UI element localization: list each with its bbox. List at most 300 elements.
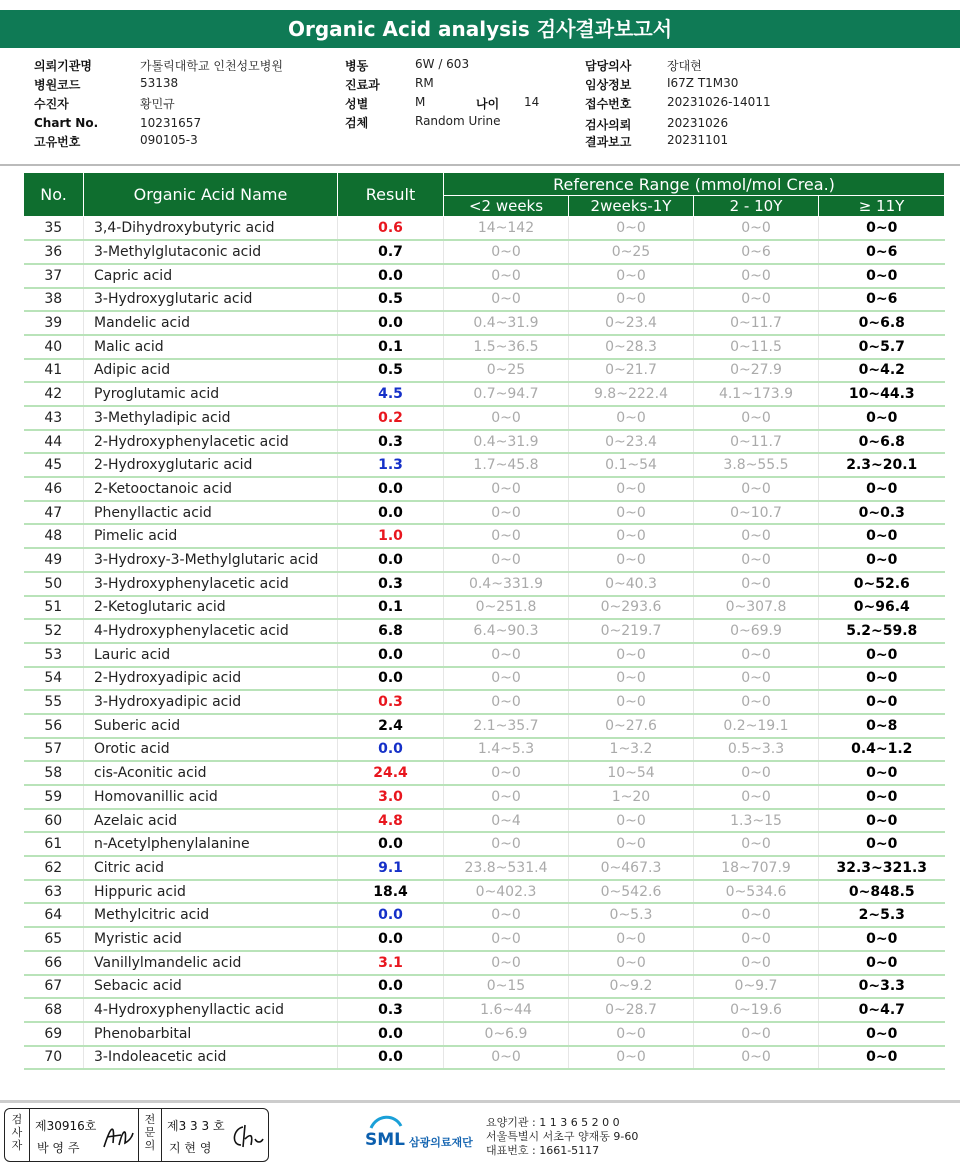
row-no: 67 — [24, 975, 84, 999]
row-result: 0.1 — [338, 596, 444, 620]
table-row — [24, 430, 945, 454]
row-no: 64 — [24, 903, 84, 927]
stamp-divider — [138, 1109, 139, 1161]
footer-divider — [0, 1100, 960, 1103]
row-ref-ge11y: 0~0 — [819, 217, 945, 241]
lab-address — [486, 1116, 638, 1158]
row-ref-2w1y: 0~0 — [569, 643, 694, 667]
row-result: 0.0 — [338, 643, 444, 667]
row-ref-2-10y: 0~307.8 — [694, 596, 819, 620]
row-ref-2w1y: 0~0 — [569, 477, 694, 501]
row-ref-2-10y: 3.8~55.5 — [694, 453, 819, 477]
row-ref-lt2w: 0~0 — [444, 406, 569, 430]
row-ref-2w1y: 0~0 — [569, 951, 694, 975]
row-ref-2-10y: 0~11.7 — [694, 430, 819, 454]
row-ref-lt2w: 0~251.8 — [444, 596, 569, 620]
row-ref-lt2w: 0.4~31.9 — [444, 430, 569, 454]
row-ref-ge11y: 0~6 — [819, 288, 945, 312]
row-result: 0.0 — [338, 927, 444, 951]
row-ref-lt2w: 0~0 — [444, 264, 569, 288]
row-ref-lt2w: 0~0 — [444, 240, 569, 264]
row-ref-lt2w: 0~0 — [444, 832, 569, 856]
col-header-ref-2-10y: 2 - 10Y — [694, 196, 819, 217]
row-acid-name: Hippuric acid — [84, 880, 338, 904]
row-result: 0.0 — [338, 667, 444, 691]
row-ref-2w1y: 0.1~54 — [569, 453, 694, 477]
table-row — [24, 288, 945, 312]
row-acid-name: 3-Hydroxy-3-Methylglutaric acid — [84, 548, 338, 572]
row-ref-ge11y: 0~0 — [819, 406, 945, 430]
stamp-name-doctor: 지 현 영 — [169, 1141, 212, 1155]
row-no: 66 — [24, 951, 84, 975]
row-ref-2-10y: 18~707.9 — [694, 856, 819, 880]
row-acid-name: Sebacic acid — [84, 975, 338, 999]
stamp-role-tech: 검사자 — [11, 1113, 23, 1152]
table-row — [24, 667, 945, 691]
col-header-result: Result — [338, 173, 444, 217]
row-ref-2w1y: 0~0 — [569, 548, 694, 572]
row-acid-name: 2-Hydroxyphenylacetic acid — [84, 430, 338, 454]
row-ref-2-10y: 0~11.7 — [694, 311, 819, 335]
report-title: Organic Acid analysis 검사결과보고서 — [0, 10, 960, 48]
table-row — [24, 382, 945, 406]
row-ref-ge11y: 0~0 — [819, 927, 945, 951]
col-header-no: No. — [24, 173, 84, 217]
row-no: 40 — [24, 335, 84, 359]
row-ref-2w1y: 0~0 — [569, 927, 694, 951]
row-ref-lt2w: 0.4~31.9 — [444, 311, 569, 335]
row-result: 0.0 — [338, 1046, 444, 1070]
row-result: 6.8 — [338, 619, 444, 643]
row-no: 62 — [24, 856, 84, 880]
row-no: 43 — [24, 406, 84, 430]
row-ref-2-10y: 0~0 — [694, 217, 819, 241]
row-no: 65 — [24, 927, 84, 951]
row-ref-ge11y: 0~0 — [819, 785, 945, 809]
info-value: 10231657 — [140, 116, 202, 130]
address-line: 요양기관 : 1 1 3 6 5 2 0 0 — [486, 1116, 620, 1129]
table-row — [24, 524, 945, 548]
row-ref-ge11y: 0~0 — [819, 761, 945, 785]
row-ref-2-10y: 0~10.7 — [694, 501, 819, 525]
table-row — [24, 548, 945, 572]
row-result: 4.5 — [338, 382, 444, 406]
info-value: I67Z T1M30 — [667, 76, 739, 90]
row-ref-lt2w: 0~0 — [444, 690, 569, 714]
row-ref-2-10y: 0.2~19.1 — [694, 714, 819, 738]
row-ref-lt2w: 1.5~36.5 — [444, 335, 569, 359]
row-ref-lt2w: 2.1~35.7 — [444, 714, 569, 738]
row-ref-ge11y: 0~0 — [819, 264, 945, 288]
row-acid-name: 4-Hydroxyphenylacetic acid — [84, 619, 338, 643]
row-result: 0.3 — [338, 572, 444, 596]
row-no: 49 — [24, 548, 84, 572]
row-ref-2w1y: 10~54 — [569, 761, 694, 785]
row-ref-2-10y: 0~0 — [694, 643, 819, 667]
logo-name: 삼광의료재단 — [409, 1136, 473, 1149]
row-acid-name: Citric acid — [84, 856, 338, 880]
row-acid-name: Methylcitric acid — [84, 903, 338, 927]
row-ref-lt2w: 0.4~331.9 — [444, 572, 569, 596]
info-value: 황민규 — [140, 97, 175, 111]
info-label: 성별 — [345, 97, 369, 111]
row-no: 57 — [24, 738, 84, 762]
row-ref-ge11y: 0~0 — [819, 690, 945, 714]
info-value: 090105-3 — [140, 133, 198, 147]
table-row — [24, 927, 945, 951]
info-label: 담당의사 — [585, 59, 632, 73]
table-row — [24, 217, 945, 241]
results-table — [23, 172, 945, 1070]
row-ref-lt2w: 0~0 — [444, 761, 569, 785]
row-no: 39 — [24, 311, 84, 335]
row-result: 0.6 — [338, 217, 444, 241]
row-ref-lt2w: 1.7~45.8 — [444, 453, 569, 477]
row-no: 48 — [24, 524, 84, 548]
row-ref-ge11y: 0~0 — [819, 1046, 945, 1070]
row-no: 52 — [24, 619, 84, 643]
row-result: 18.4 — [338, 880, 444, 904]
row-ref-2-10y: 0~0 — [694, 548, 819, 572]
row-ref-2w1y: 1~3.2 — [569, 738, 694, 762]
row-ref-ge11y: 0~5.7 — [819, 335, 945, 359]
row-acid-name: 2-Ketooctanoic acid — [84, 477, 338, 501]
row-ref-2w1y: 0~0 — [569, 1046, 694, 1070]
row-ref-ge11y: 0.4~1.2 — [819, 738, 945, 762]
table-row — [24, 880, 945, 904]
address-line: 서울특별시 서초구 양재동 9-60 — [486, 1130, 639, 1143]
row-ref-ge11y: 0~0 — [819, 524, 945, 548]
row-no: 61 — [24, 832, 84, 856]
row-ref-ge11y: 0~0 — [819, 667, 945, 691]
row-ref-2w1y: 0~542.6 — [569, 880, 694, 904]
row-ref-2-10y: 0~0 — [694, 951, 819, 975]
row-ref-ge11y: 0~0 — [819, 548, 945, 572]
row-ref-lt2w: 0~15 — [444, 975, 569, 999]
row-ref-ge11y: 0~6 — [819, 240, 945, 264]
row-result: 0.0 — [338, 738, 444, 762]
row-ref-ge11y: 0~4.7 — [819, 998, 945, 1022]
row-no: 50 — [24, 572, 84, 596]
row-acid-name: 3,4-Dihydroxybutyric acid — [84, 217, 338, 241]
info-label: 의뢰기관명 — [34, 59, 92, 73]
row-no: 56 — [24, 714, 84, 738]
row-acid-name: 3-Indoleacetic acid — [84, 1046, 338, 1070]
row-ref-2w1y: 0~9.2 — [569, 975, 694, 999]
row-acid-name: 2-Ketoglutaric acid — [84, 596, 338, 620]
row-result: 4.8 — [338, 809, 444, 833]
row-no: 44 — [24, 430, 84, 454]
row-no: 47 — [24, 501, 84, 525]
table-row — [24, 832, 945, 856]
row-ref-2w1y: 0~0 — [569, 264, 694, 288]
row-ref-ge11y: 32.3~321.3 — [819, 856, 945, 880]
header-divider — [0, 164, 960, 166]
row-ref-2w1y: 0~0 — [569, 406, 694, 430]
row-result: 0.5 — [338, 288, 444, 312]
table-row — [24, 643, 945, 667]
row-no: 53 — [24, 643, 84, 667]
row-acid-name: Pimelic acid — [84, 524, 338, 548]
table-row — [24, 572, 945, 596]
row-ref-2-10y: 0~6 — [694, 240, 819, 264]
row-acid-name: 4-Hydroxyphenyllactic acid — [84, 998, 338, 1022]
row-no: 54 — [24, 667, 84, 691]
row-result: 0.3 — [338, 430, 444, 454]
table-row — [24, 453, 945, 477]
row-no: 51 — [24, 596, 84, 620]
row-result: 0.0 — [338, 477, 444, 501]
col-header-ref-2w1y: 2weeks-1Y — [569, 196, 694, 217]
row-result: 0.0 — [338, 832, 444, 856]
stamp-role-doctor: 전문의 — [144, 1113, 156, 1152]
row-ref-2-10y: 0~0 — [694, 1022, 819, 1046]
table-row — [24, 501, 945, 525]
row-ref-2w1y: 0~23.4 — [569, 311, 694, 335]
info-label: Chart No. — [34, 116, 99, 130]
row-ref-lt2w: 0~402.3 — [444, 880, 569, 904]
row-ref-ge11y: 0~52.6 — [819, 572, 945, 596]
row-result: 0.3 — [338, 998, 444, 1022]
row-acid-name: Adipic acid — [84, 359, 338, 383]
info-value: 장대현 — [667, 59, 702, 73]
row-acid-name: Phenobarbital — [84, 1022, 338, 1046]
row-no: 58 — [24, 761, 84, 785]
info-value: 6W / 603 — [415, 57, 470, 71]
col-header-name: Organic Acid Name — [84, 173, 338, 217]
row-ref-2-10y: 0~19.6 — [694, 998, 819, 1022]
info-value: RM — [415, 76, 434, 90]
signature-doctor — [229, 1121, 265, 1151]
row-result: 1.3 — [338, 453, 444, 477]
info-label: 검체 — [345, 116, 369, 130]
row-result: 0.3 — [338, 690, 444, 714]
stamp-name-tech: 박 영 주 — [37, 1141, 80, 1155]
row-ref-2-10y: 0~534.6 — [694, 880, 819, 904]
table-row — [24, 998, 945, 1022]
row-ref-2-10y: 0~27.9 — [694, 359, 819, 383]
row-ref-2-10y: 0~69.9 — [694, 619, 819, 643]
info-label: 고유번호 — [34, 135, 81, 149]
row-result: 0.0 — [338, 311, 444, 335]
row-ref-lt2w: 0~0 — [444, 548, 569, 572]
row-ref-2-10y: 1.3~15 — [694, 809, 819, 833]
row-ref-lt2w: 14~142 — [444, 217, 569, 241]
row-no: 42 — [24, 382, 84, 406]
address-line: 대표번호 : 1661-5117 — [486, 1144, 600, 1157]
row-ref-ge11y: 0~6.8 — [819, 430, 945, 454]
row-result: 0.5 — [338, 359, 444, 383]
row-acid-name: cis-Aconitic acid — [84, 761, 338, 785]
row-ref-2-10y: 0~0 — [694, 927, 819, 951]
row-ref-2w1y: 0~5.3 — [569, 903, 694, 927]
row-ref-2-10y: 0~0 — [694, 903, 819, 927]
row-ref-ge11y: 10~44.3 — [819, 382, 945, 406]
row-ref-ge11y: 0~0 — [819, 832, 945, 856]
row-ref-2-10y: 0~11.5 — [694, 335, 819, 359]
row-result: 0.7 — [338, 240, 444, 264]
row-acid-name: Mandelic acid — [84, 311, 338, 335]
row-result: 9.1 — [338, 856, 444, 880]
row-ref-2w1y: 1~20 — [569, 785, 694, 809]
table-row — [24, 761, 945, 785]
row-ref-2-10y: 0~9.7 — [694, 975, 819, 999]
stamp-divider — [161, 1109, 162, 1161]
row-ref-2-10y: 0~0 — [694, 572, 819, 596]
signature-stamp — [4, 1108, 269, 1162]
info-label: 검사의뢰 — [585, 118, 632, 132]
row-result: 0.1 — [338, 335, 444, 359]
row-ref-ge11y: 0~0 — [819, 643, 945, 667]
row-result: 0.0 — [338, 1022, 444, 1046]
info-value: 20231026-14011 — [667, 95, 771, 109]
row-ref-2w1y: 0~0 — [569, 1022, 694, 1046]
row-ref-2w1y: 0~0 — [569, 832, 694, 856]
row-acid-name: Homovanillic acid — [84, 785, 338, 809]
row-ref-lt2w: 0~0 — [444, 643, 569, 667]
row-ref-ge11y: 0~8 — [819, 714, 945, 738]
row-acid-name: Lauric acid — [84, 643, 338, 667]
row-ref-lt2w: 0~0 — [444, 951, 569, 975]
row-acid-name: Capric acid — [84, 264, 338, 288]
table-row — [24, 477, 945, 501]
table-row — [24, 359, 945, 383]
row-ref-ge11y: 0~0 — [819, 951, 945, 975]
table-row — [24, 335, 945, 359]
row-ref-2w1y: 0~25 — [569, 240, 694, 264]
row-ref-lt2w: 0~0 — [444, 903, 569, 927]
row-result: 3.0 — [338, 785, 444, 809]
row-ref-2w1y: 0~40.3 — [569, 572, 694, 596]
row-acid-name: 3-Hydroxyadipic acid — [84, 690, 338, 714]
col-header-ref-ge11y: ≥ 11Y — [819, 196, 945, 217]
info-label: 병동 — [345, 59, 369, 73]
row-ref-ge11y: 0~96.4 — [819, 596, 945, 620]
row-result: 2.4 — [338, 714, 444, 738]
info-label: 임상정보 — [585, 78, 632, 92]
row-result: 0.0 — [338, 264, 444, 288]
row-acid-name: Myristic acid — [84, 927, 338, 951]
row-ref-2w1y: 0~0 — [569, 690, 694, 714]
info-label: 결과보고 — [585, 135, 632, 149]
row-ref-2-10y: 0~0 — [694, 690, 819, 714]
info-value: 14 — [524, 95, 540, 109]
row-ref-lt2w: 0~0 — [444, 785, 569, 809]
row-ref-2-10y: 0~0 — [694, 288, 819, 312]
row-no: 59 — [24, 785, 84, 809]
row-ref-2w1y: 0~0 — [569, 501, 694, 525]
row-ref-lt2w: 0~4 — [444, 809, 569, 833]
logo-abbr: SML — [365, 1130, 405, 1150]
signature-tech — [101, 1121, 135, 1151]
row-result: 0.0 — [338, 975, 444, 999]
info-value: 53138 — [140, 76, 179, 90]
info-label: 수진자 — [34, 97, 69, 111]
row-result: 3.1 — [338, 951, 444, 975]
info-label: 병원코드 — [34, 78, 81, 92]
row-ref-lt2w: 0~0 — [444, 927, 569, 951]
table-row — [24, 596, 945, 620]
row-no: 68 — [24, 998, 84, 1022]
row-ref-2-10y: 0~0 — [694, 406, 819, 430]
row-result: 0.2 — [338, 406, 444, 430]
row-ref-2w1y: 0~0 — [569, 217, 694, 241]
stamp-license-tech: 제30916호 — [35, 1119, 97, 1133]
row-ref-lt2w: 6.4~90.3 — [444, 619, 569, 643]
row-ref-ge11y: 0~0 — [819, 1022, 945, 1046]
row-acid-name: Phenyllactic acid — [84, 501, 338, 525]
info-value: M — [415, 95, 426, 109]
row-no: 35 — [24, 217, 84, 241]
table-row — [24, 240, 945, 264]
row-ref-2w1y: 0~0 — [569, 524, 694, 548]
row-acid-name: 3-Hydroxyglutaric acid — [84, 288, 338, 312]
row-ref-ge11y: 0~4.2 — [819, 359, 945, 383]
lab-logo — [365, 1114, 485, 1154]
row-ref-2-10y: 0~0 — [694, 667, 819, 691]
row-acid-name: 3-Methylglutaconic acid — [84, 240, 338, 264]
row-ref-ge11y: 0~6.8 — [819, 311, 945, 335]
info-value: 20231101 — [667, 133, 729, 147]
row-acid-name: 3-Methyladipic acid — [84, 406, 338, 430]
row-ref-ge11y: 2.3~20.1 — [819, 453, 945, 477]
row-ref-2-10y: 0.5~3.3 — [694, 738, 819, 762]
row-ref-lt2w: 0~0 — [444, 477, 569, 501]
row-ref-2w1y: 0~0 — [569, 809, 694, 833]
row-ref-2w1y: 0~27.6 — [569, 714, 694, 738]
row-acid-name: Vanillylmandelic acid — [84, 951, 338, 975]
row-no: 46 — [24, 477, 84, 501]
info-value: 가톨릭대학교 인천성모병원 — [140, 59, 283, 73]
row-ref-2w1y: 0~219.7 — [569, 619, 694, 643]
row-ref-lt2w: 1.6~44 — [444, 998, 569, 1022]
row-ref-2w1y: 0~467.3 — [569, 856, 694, 880]
row-ref-2-10y: 0~0 — [694, 785, 819, 809]
row-no: 38 — [24, 288, 84, 312]
row-ref-lt2w: 0~0 — [444, 1046, 569, 1070]
row-result: 24.4 — [338, 761, 444, 785]
table-row — [24, 1022, 945, 1046]
row-ref-lt2w: 0~6.9 — [444, 1022, 569, 1046]
row-ref-2-10y: 0~0 — [694, 264, 819, 288]
row-result: 0.0 — [338, 903, 444, 927]
row-ref-2w1y: 0~293.6 — [569, 596, 694, 620]
row-ref-2w1y: 0~21.7 — [569, 359, 694, 383]
info-label: 진료과 — [345, 78, 380, 92]
stamp-license-doctor: 제3 3 3 호 — [167, 1119, 225, 1133]
row-ref-2w1y: 0~0 — [569, 667, 694, 691]
row-ref-ge11y: 0~3.3 — [819, 975, 945, 999]
patient-info — [0, 55, 960, 163]
table-row — [24, 406, 945, 430]
table-row — [24, 738, 945, 762]
row-ref-2-10y: 4.1~173.9 — [694, 382, 819, 406]
row-ref-2-10y: 0~0 — [694, 832, 819, 856]
row-result: 1.0 — [338, 524, 444, 548]
row-ref-ge11y: 0~0 — [819, 477, 945, 501]
row-no: 45 — [24, 453, 84, 477]
table-row — [24, 714, 945, 738]
row-acid-name: 3-Hydroxyphenylacetic acid — [84, 572, 338, 596]
row-no: 37 — [24, 264, 84, 288]
table-row — [24, 619, 945, 643]
row-ref-ge11y: 0~0.3 — [819, 501, 945, 525]
row-ref-2-10y: 0~0 — [694, 1046, 819, 1070]
results-body — [24, 217, 945, 1070]
row-ref-2-10y: 0~0 — [694, 761, 819, 785]
row-no: 70 — [24, 1046, 84, 1070]
col-header-reference: Reference Range (mmol/mol Crea.) — [444, 173, 945, 196]
